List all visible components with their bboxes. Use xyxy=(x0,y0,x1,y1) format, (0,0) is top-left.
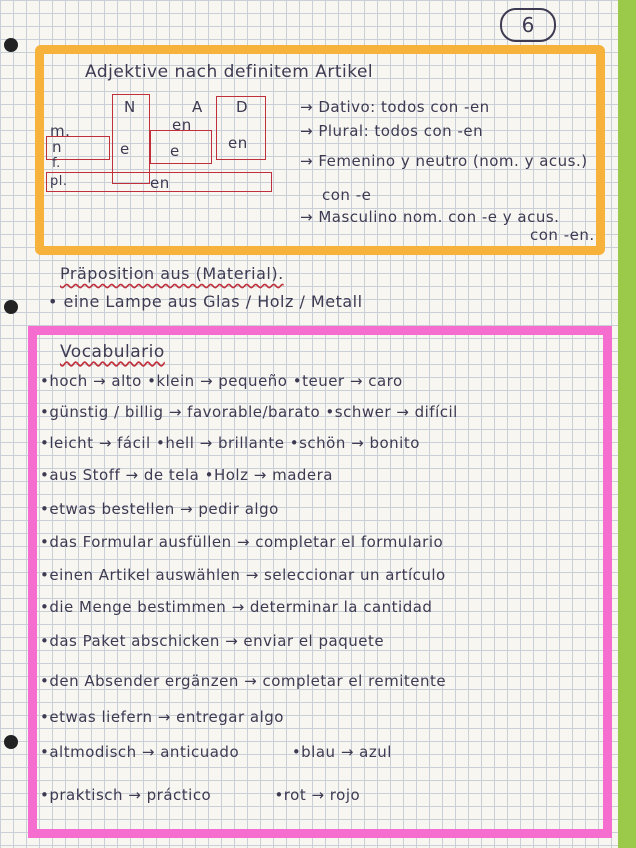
binder-hole xyxy=(4,735,18,749)
rule-line: con -e xyxy=(322,186,372,204)
vocab-line: •das Formular ausfüllen → completar el formulario xyxy=(40,533,444,551)
row-f: f. xyxy=(52,156,61,171)
vocab-line: •einen Artikel auswählen → seleccionar un artículo xyxy=(40,566,446,584)
col-a: A xyxy=(192,98,203,116)
rule-line: → Plural: todos con -en xyxy=(300,122,484,140)
cell-m-a: en xyxy=(172,116,192,134)
row-pl: pl. xyxy=(50,174,68,189)
vocab-line: •den Absender ergänzen → completar el remitente xyxy=(40,672,447,690)
vocab-line: •etwas bestellen → pedir algo xyxy=(40,500,279,518)
vocab-line: •altmodisch → anticuado •blau → azul xyxy=(40,743,392,761)
vocab-line: •hoch → alto •klein → pequeño •teuer → caro xyxy=(40,372,403,390)
rule-line: → Masculino nom. con -e y acus. xyxy=(300,208,560,226)
col-d: D xyxy=(236,98,249,116)
binder-hole xyxy=(4,300,18,314)
rule-line: con -en. xyxy=(530,226,595,244)
preposition-title: Präposition aus (Material). xyxy=(60,264,284,283)
vocab-line: •praktisch → práctico •rot → rojo xyxy=(40,786,361,804)
row-m: m. xyxy=(50,122,71,140)
vocab-line: •aus Stoff → de tela •Holz → madera xyxy=(40,466,333,484)
vocabulary-title: Vocabulario xyxy=(60,342,165,362)
cell-n-n: e xyxy=(120,140,130,158)
vocab-line: •leicht → fácil •hell → brillante •schön → bonito xyxy=(40,434,420,452)
grammar-title: Adjektive nach definitem Artikel xyxy=(85,62,374,82)
vocab-line: •das Paket abschicken → enviar el paquete xyxy=(40,632,385,650)
vocab-line: •etwas liefern → entregar algo xyxy=(40,708,284,726)
row-n: n xyxy=(52,138,63,156)
rule-line: → Dativo: todos con -en xyxy=(300,98,490,116)
binder-hole xyxy=(4,38,18,52)
vocab-line: •günstig / billig → favorable/barato •schwer → difícil xyxy=(40,403,458,421)
rule-line: → Femenino y neutro (nom. y acus.) xyxy=(300,152,588,170)
cell-pl: en xyxy=(150,174,170,192)
cell-d: en xyxy=(228,134,248,152)
cell-n-a: e xyxy=(170,142,180,160)
col-n: N xyxy=(124,98,136,116)
vocab-line: •die Menge bestimmen → determinar la cantidad xyxy=(40,598,433,616)
page-number: 6 xyxy=(500,8,556,42)
preposition-example: • eine Lampe aus Glas / Holz / Metall xyxy=(48,292,363,311)
